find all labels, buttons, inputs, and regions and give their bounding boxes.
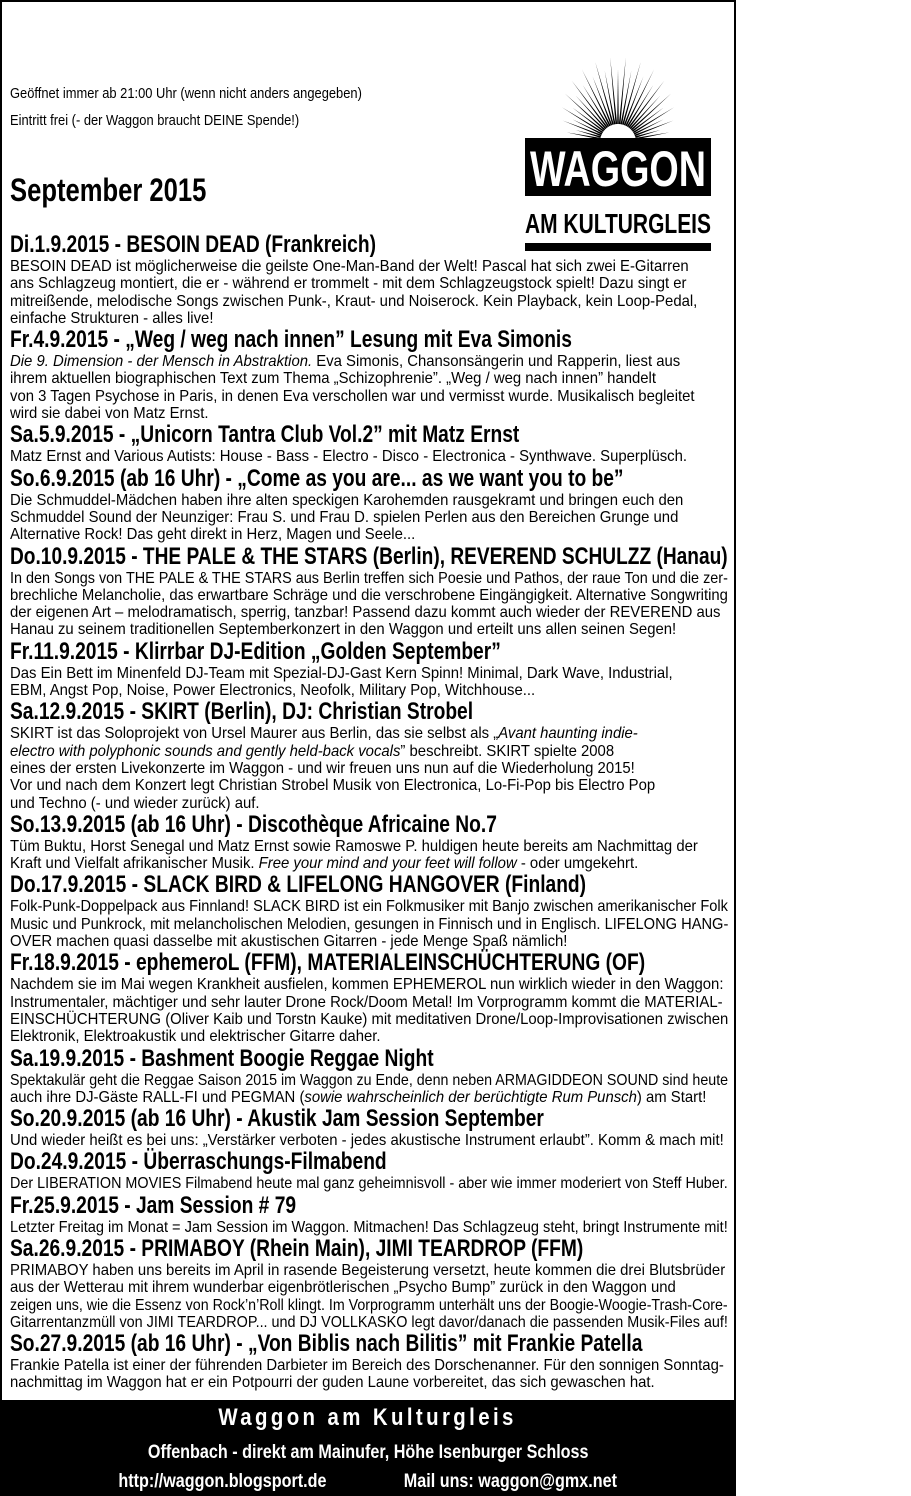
text: Schmuddel Sound der Neunziger: Frau S. und Frau D. spielen Perlen aus den Bereichen Grunge und	[10, 508, 679, 526]
text: und Techno (- und wieder zurück) auf.	[10, 794, 260, 812]
event-description-line	[10, 370, 728, 387]
event-description-line	[10, 405, 728, 422]
text: wird sie dabei von Matz Ernst.	[10, 405, 209, 423]
text: brechliche Melancholie, das erwartbare Schräge und die verschrobene Eingängigkeit. Alternative Songwriting	[10, 586, 728, 604]
logo-title: WAGGON	[530, 141, 706, 197]
event-heading-text: Do.17.9.2015 - SLACK BIRD & LIFELONG HANGOVER (Finland)	[10, 871, 587, 899]
event-heading	[10, 1331, 728, 1357]
event	[10, 466, 728, 544]
event-description-line	[10, 293, 728, 310]
footer-mail-link[interactable]: Mail uns: waggon@gmx.net	[403, 1471, 618, 1492]
event-description-line	[10, 1219, 728, 1236]
event-description-line	[10, 976, 728, 993]
text: Eva Simonis, Chansonsängerin und Rapperin, liest aus	[312, 353, 681, 371]
logo-subtitle: AM KULTURGLEIS	[525, 208, 711, 239]
event-description-line	[10, 492, 728, 509]
text: BESOIN DEAD ist möglicherweise die geilste One-Man-Band der Welt! Pascal hat sich zwei E-Gitarren	[10, 258, 689, 275]
event-description-line	[10, 1089, 728, 1106]
event-description-line	[10, 665, 728, 682]
sun-ray	[617, 69, 619, 124]
event-description-line	[10, 448, 728, 465]
event-description-line	[10, 388, 728, 405]
text: PRIMABOY haben uns bereits im April in rasende Begeisterung versetzt, heute kommen die drei Blutsbrüder	[10, 1261, 726, 1279]
event-description-line	[10, 1011, 728, 1028]
event-heading	[10, 422, 728, 448]
event-description-line	[10, 621, 728, 638]
text: SKIRT ist das Soloprojekt von Ursel Maurer aus Berlin, das sie selbst als „	[10, 725, 499, 743]
event-heading	[10, 950, 728, 976]
event-description-line	[10, 1175, 728, 1192]
text: Folk-Punk-Doppelpack aus Finnland! SLACK BIRD ist ein Folkmusiker mit Banjo zwischen amerikanischer Folk	[10, 898, 728, 916]
text: der eigenen Art – melodramatisch, sperrig, tanzbar! Passend dazu kommt auch wieder der REVEREND aus	[10, 604, 721, 622]
event-description-line	[10, 682, 728, 699]
event-description-line	[10, 275, 728, 292]
text: In den Songs von THE PALE & THE STARS aus Berlin treffen sich Poesie und Pathos, der raue Ton und die zer-	[10, 569, 728, 587]
event-heading-text: So.27.9.2015 (ab 16 Uhr) - „Von Biblis nach Bilitis” mit Frankie Patella	[10, 1330, 643, 1358]
text: ans Schlagzeug montiert, die er - während er trommelt - mit dem Schlagzeugstock spielt! Dazu singt er	[10, 275, 687, 293]
text: Gitarrentanzmüll von JIMI TEARDROP... und DJ VOLLKASKO legt davor/danach die passenden Musik-Files auf!	[10, 1313, 728, 1331]
event-description-line	[10, 838, 728, 855]
event-description-line	[10, 1297, 728, 1314]
event	[10, 639, 728, 700]
event-description-line	[10, 587, 728, 604]
text: ) am Start!	[636, 1088, 707, 1106]
event	[10, 327, 728, 422]
event	[10, 1106, 728, 1149]
event-heading-text: Sa.19.9.2015 - Bashment Boogie Reggae Night	[10, 1044, 434, 1072]
text: Letzter Freitag im Monat = Jam Session im Waggon. Mitmachen! Das Schlagzeug steht, bringt Instrumente mit!	[10, 1218, 728, 1236]
text: OVER machen quasi dasselbe mit akustischen Gitarren - jede Menge Spaß nämlich!	[10, 933, 568, 951]
event	[10, 1236, 728, 1331]
text: Spektakulär geht die Reggae Saison 2015 im Waggon zu Ende, denn neben ARMAGIDDEON SOUND sind heute	[10, 1071, 729, 1089]
event-heading-text: Sa.5.9.2015 - „Unicorn Tantra Club Vol.2” mit Matz Ernst	[10, 421, 520, 449]
event	[10, 1331, 728, 1392]
text: Elektronik, Elektroakustik und elektrischer Gitarre daher.	[10, 1028, 381, 1046]
text: Alternative Rock! Das geht direkt in Herz, Magen und Seele...	[10, 526, 416, 544]
opening-hours: Geöffnet immer ab 21:00 Uhr (wenn nicht anders angegeben)	[10, 85, 362, 102]
event	[10, 1149, 728, 1192]
event	[10, 950, 728, 1045]
italic-text: sowie wahrscheinlich der berüchtigte Rum Punsch	[304, 1088, 637, 1106]
event-description-line	[10, 258, 728, 275]
event-heading	[10, 544, 728, 570]
event-list	[10, 232, 728, 1392]
event	[10, 232, 728, 327]
event-heading-text: So.6.9.2015 (ab 16 Uhr) - „Come as you are... as we want you to be”	[10, 464, 624, 492]
event-heading-text: Sa.26.9.2015 - PRIMABOY (Rhein Main), JIMI TEARDROP (FFM)	[10, 1234, 584, 1262]
event-description-line	[10, 1357, 728, 1374]
event	[10, 422, 728, 465]
italic-text: Avant haunting indie-	[498, 725, 638, 743]
event-heading-text: Sa.12.9.2015 - SKIRT (Berlin), DJ: Christian Strobel	[10, 698, 474, 726]
text: Vor und nach dem Konzert legt Christian Strobel Musik von Electronica, Lo-Fi-Pop bis Electro Pop	[10, 777, 656, 795]
event-description-line	[10, 1314, 728, 1331]
event-heading	[10, 466, 728, 492]
sun-ray	[633, 107, 674, 133]
text: Instrumentaler, mächtiger und sehr lauter Drone Rock/Doom Metal! Im Vorprogramm kommt die MATERIAL-	[10, 993, 723, 1011]
event-heading	[10, 1236, 728, 1262]
event-description-line	[10, 1072, 728, 1089]
event-description-line	[10, 1279, 728, 1296]
event-heading	[10, 232, 728, 258]
event-heading	[10, 872, 728, 898]
sun-ray	[583, 85, 609, 127]
sunburst-icon	[562, 58, 674, 143]
event-description-line	[10, 898, 728, 915]
event-heading	[10, 639, 728, 665]
text: Kraft und Vielfalt afrikanischer Musik.	[10, 855, 259, 873]
event-heading	[10, 1106, 728, 1132]
italic-text: Die 9. Dimension - der Mensch in Abstraktion.	[10, 353, 313, 371]
event	[10, 1046, 728, 1107]
event-description-line	[10, 526, 728, 543]
event-description-line	[10, 994, 728, 1011]
event-description-line	[10, 760, 728, 777]
footer	[0, 1400, 736, 1496]
event-description-line	[10, 777, 728, 794]
event-heading-text: So.20.9.2015 (ab 16 Uhr) - Akustik Jam Session September	[10, 1105, 544, 1133]
entry-info: Eintritt frei (- der Waggon braucht DEINE Spende!)	[10, 112, 300, 129]
text: zeigen uns, wie die Essenz von Rock’n’Roll klingt. Im Vorprogramm unterhält uns der Boogie-Woogie-Trash-Core-	[10, 1296, 728, 1314]
event-heading-text: Do.24.9.2015 - Überraschungs-Filmabend	[10, 1148, 387, 1176]
event-description-line	[10, 353, 728, 370]
event-heading	[10, 327, 728, 353]
text: Tüm Buktu, Horst Senegal und Matz Ernst sowie Ramoswe P. huldigen heute bereits am Nachmittag der	[10, 837, 698, 855]
event-description-line	[10, 743, 728, 760]
opening-info	[10, 80, 419, 134]
text: Die Schmuddel-Mädchen haben ihre alten speckigen Karohemden rausgekramt und bringen euch den	[10, 491, 684, 509]
text: Frankie Patella ist einer der führenden Darbieter im Bereich des Dorschenanner. Für den sonnigen Sonntag-	[10, 1357, 724, 1375]
footer-address: Offenbach - direkt am Mainufer, Höhe Isenburger Schloss	[147, 1442, 589, 1463]
event-description-line	[10, 310, 728, 327]
footer-venue-name: Waggon am Kulturgleis	[218, 1404, 518, 1431]
event-heading	[10, 812, 728, 838]
text: - oder umgekehrt.	[516, 855, 639, 873]
sun-ray	[627, 85, 653, 127]
event-heading	[10, 1046, 728, 1072]
event-description-line	[10, 725, 728, 742]
text: Und wieder heißt es bei uns: „Verstärker verboten - jedes akustische Instrument erlaubt”. Komm & mach mit!	[10, 1132, 724, 1150]
event-description-line	[10, 1132, 728, 1149]
sun-ray	[619, 58, 626, 125]
event-heading-text: Di.1.9.2015 - BESOIN DEAD (Frankreich)	[10, 231, 376, 258]
italic-text: Free your mind and your feet will follow	[258, 855, 517, 873]
event-heading-text: Fr.11.9.2015 - Klirrbar DJ-Edition „Golden September”	[10, 637, 501, 665]
text: mitreißende, melodische Songs zwischen Punk-, Kraut- und Noiserock. Kein Playback, kein Loop-Pedal,	[10, 292, 698, 310]
event-description-line	[10, 933, 728, 950]
text: Hanau zu seinem traditionellen Septemberkonzert in den Waggon und erteilt uns allen seinen Segen!	[10, 621, 677, 639]
text: ihrem aktuellen biographischen Text zum Thema „Schizophrenie”. „Weg / weg nach innen” handelt	[10, 370, 656, 388]
italic-text: electro with polyphonic sounds and gently held-back vocals	[10, 742, 401, 760]
event-heading-text: Fr.18.9.2015 - ephemeroL (FFM), MATERIALEINSCHÜCHTERUNG (OF)	[10, 949, 646, 977]
event	[10, 872, 728, 950]
event-description-line	[10, 570, 728, 587]
event	[10, 812, 728, 873]
event-description-line	[10, 1028, 728, 1045]
month-title: September 2015	[10, 172, 207, 208]
footer-website-link[interactable]: http://waggon.blogsport.de	[118, 1471, 327, 1492]
text: Das Ein Bett im Minenfeld DJ-Team mit Spezial-DJ-Gast Kern Spinn! Minimal, Dark Wave, Industrial,	[10, 664, 673, 682]
event-heading	[10, 699, 728, 725]
text: eines der ersten Livekonzerte im Waggon - und wir freuen uns nun auf die Wiederholung 2015!	[10, 759, 635, 777]
text: Matz Ernst and Various Autists: House - Bass - Electro - Disco - Electronica - Synthwave. Superplüsch.	[10, 448, 688, 466]
text: aus der Wetterau mit ihrem wunderbar eigenbrötlerischen „Psycho Bump” zurück in den Waggon und	[10, 1279, 676, 1297]
text: nachmittag im Waggon hat er ein Potpourri der guden Laune vorbereitet, das sich gewaschen hat.	[10, 1374, 655, 1392]
text: EBM, Angst Pop, Noise, Power Electronics, Neofolk, Military Pop, Witchhouse...	[10, 682, 536, 700]
text: einfache Strukturen - alles live!	[10, 309, 214, 327]
event	[10, 699, 728, 811]
event-heading	[10, 1193, 728, 1219]
event-description-line	[10, 509, 728, 526]
event-heading-text: Fr.25.9.2015 - Jam Session # 79	[10, 1191, 297, 1219]
text: ” beschreibt. SKIRT spielte 2008	[400, 742, 615, 760]
event-heading-text: Fr.4.9.2015 - „Weg / weg nach innen” Lesung mit Eva Simonis	[10, 326, 572, 354]
text: Nachdem sie im Mai wegen Krankheit ausfielen, kommen EPHEMEROL nun wirklich wieder in den Waggon:	[10, 976, 724, 994]
text: Der LIBERATION MOVIES Filmabend heute mal ganz geheimnisvoll - aber wie immer moderiert von Steff Huber.	[10, 1175, 728, 1193]
sun-ray	[562, 107, 603, 133]
event-description-line	[10, 604, 728, 621]
event-description-line	[10, 855, 728, 872]
event-description-line	[10, 916, 728, 933]
waggon-logo	[520, 30, 716, 260]
event	[10, 1193, 728, 1236]
event-heading-text: So.13.9.2015 (ab 16 Uhr) - Discothèque Africaine No.7	[10, 810, 497, 838]
event-description-line	[10, 1262, 728, 1279]
text: von 3 Tagen Psychose in Paris, in denen Eva verschollen war und vermisst wurde. Musikalisch begleitet	[10, 387, 695, 405]
event-description-line	[10, 795, 728, 812]
sun-ray	[610, 58, 617, 125]
text: EINSCHÜCHTERUNG (Oliver Kaib und Torstn Kauke) mit meditativen Drone/Loop-Improvisationen zwischen	[10, 1010, 729, 1028]
event	[10, 544, 728, 639]
event-heading-text: Do.10.9.2015 - THE PALE & THE STARS (Berlin), REVEREND SCHULZZ (Hanau)	[10, 542, 728, 570]
text: Music und Punkrock, mit melancholischen Melodien, gesungen in Finnisch und in Englisch. LIFELONG HANG-	[10, 915, 729, 933]
text: auch ihre DJ-Gäste RALL-FI und PEGMAN (	[10, 1088, 305, 1106]
event-heading	[10, 1149, 728, 1175]
event-description-line	[10, 1374, 728, 1391]
